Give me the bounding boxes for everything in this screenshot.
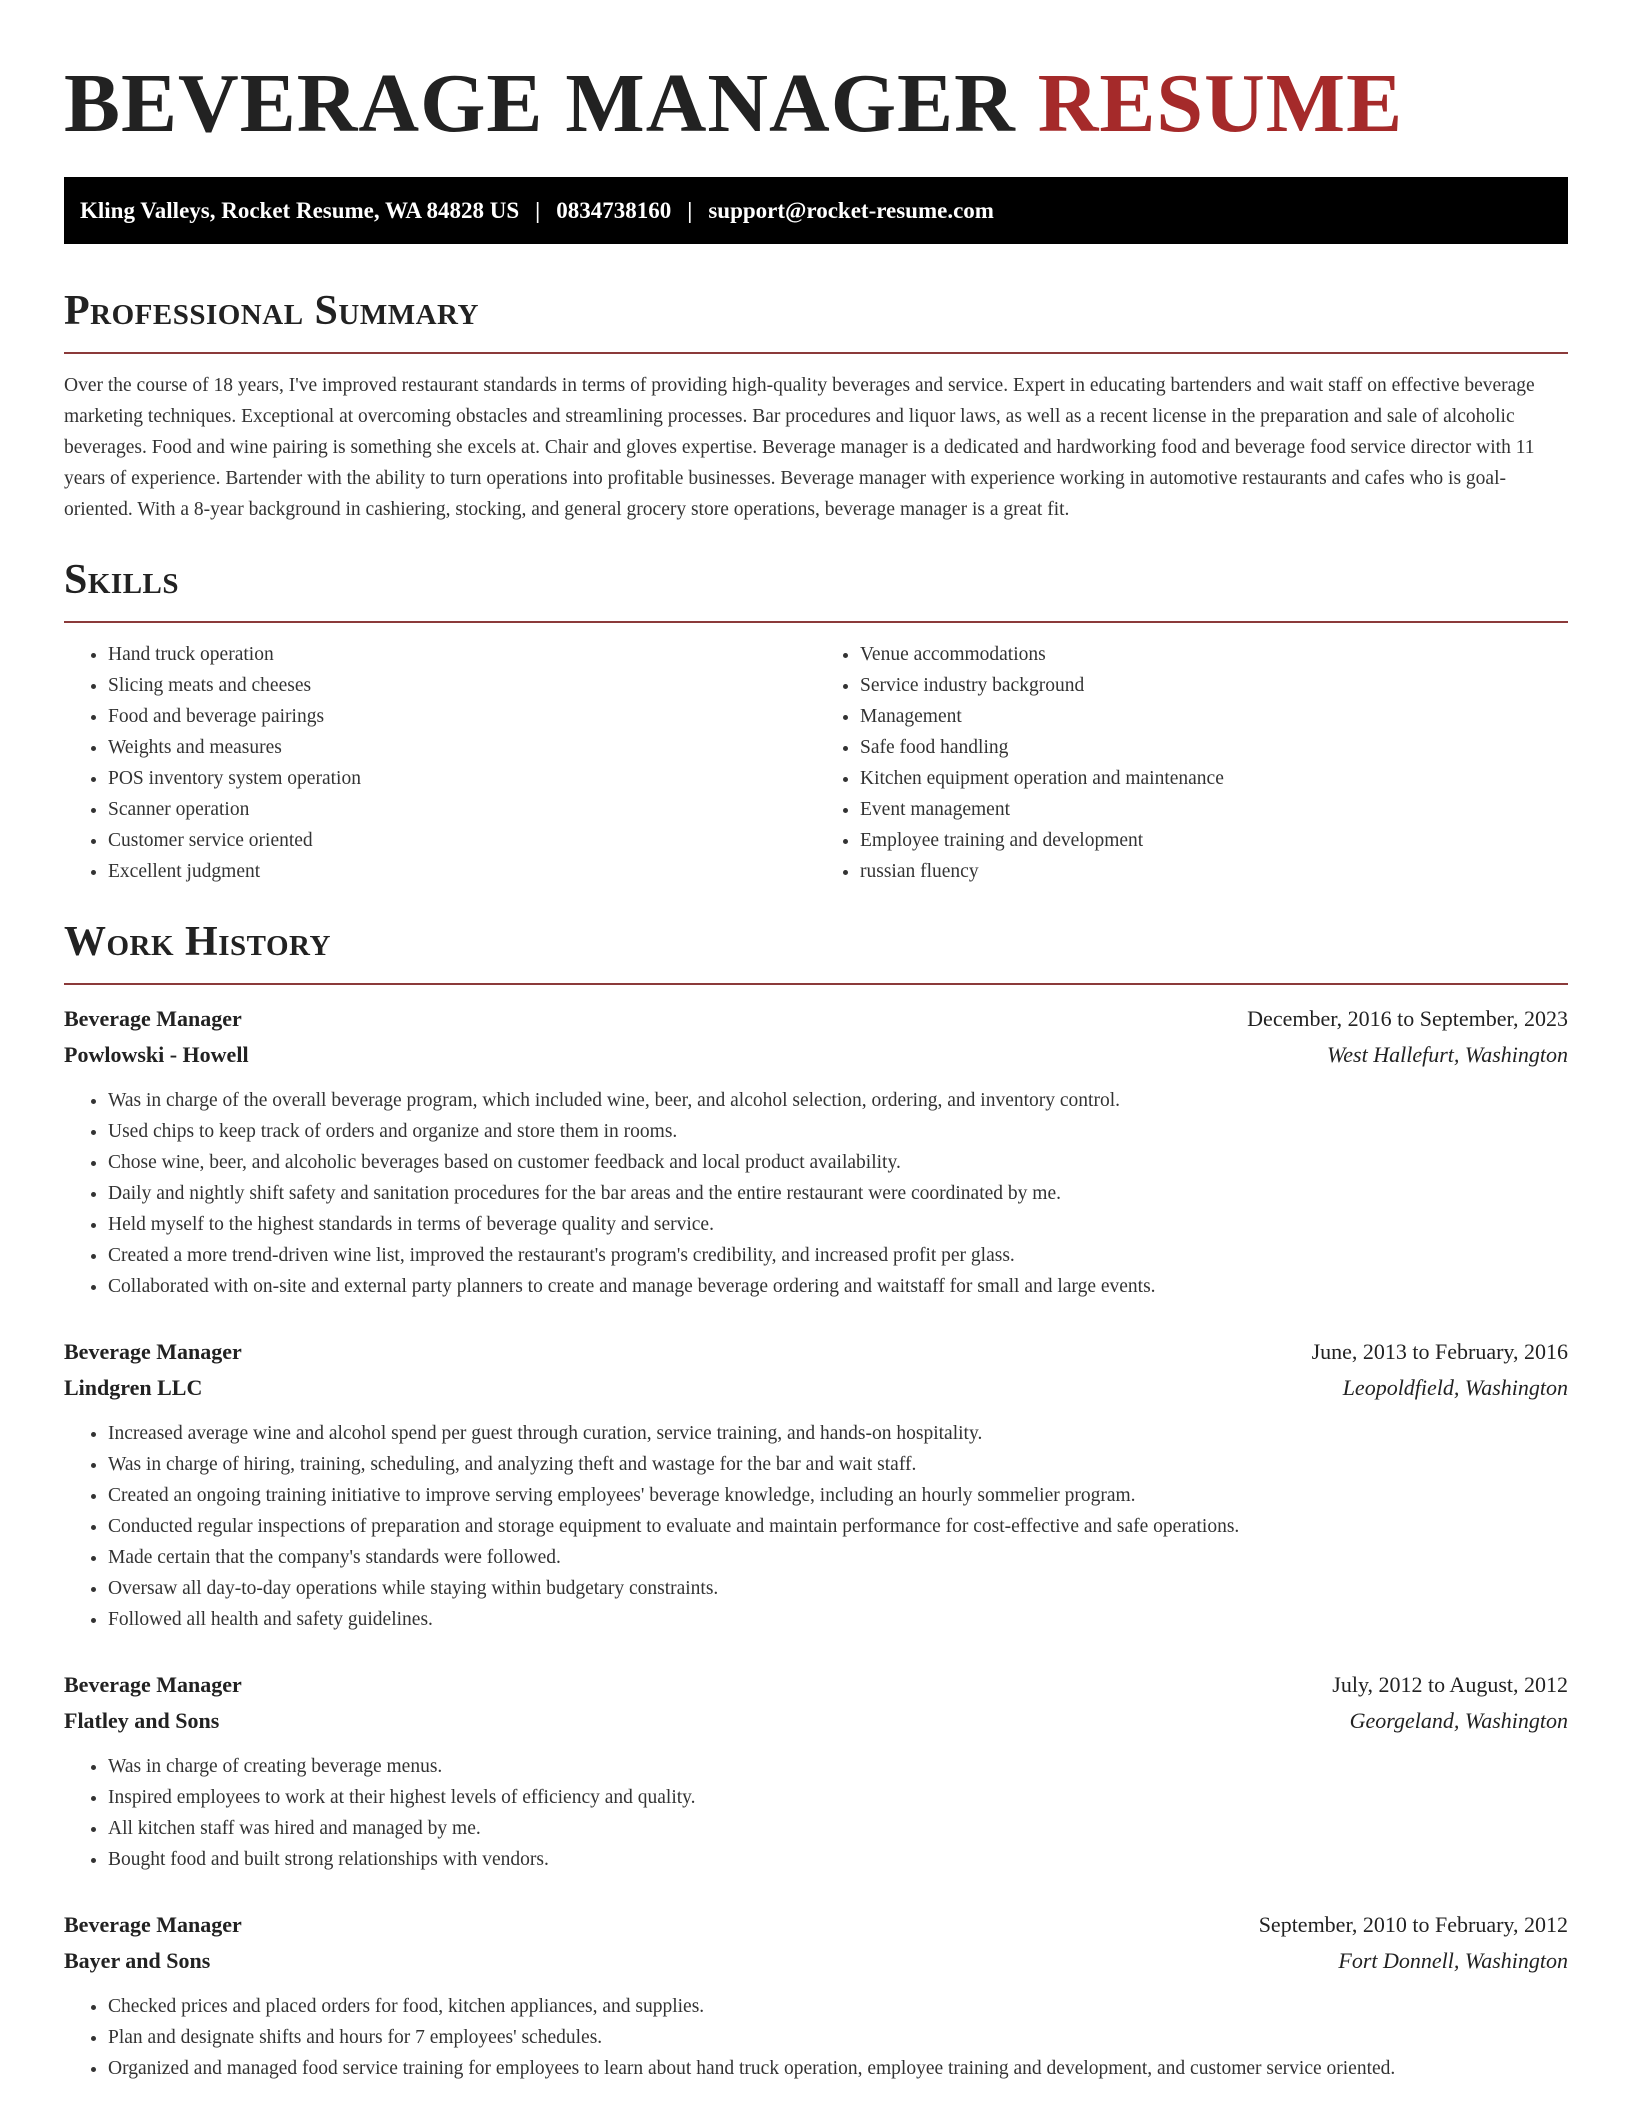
work-history-section <box>64 917 1568 2084</box>
job-header-row <box>64 1001 1568 1037</box>
job-entry <box>64 1334 1568 1635</box>
job-duty: • Daily and nightly shift safety and sanitation procedures for the bar areas and the entire restaurant were coordinated by me. <box>108 1178 1568 1209</box>
job-title: Beverage Manager <box>64 1339 242 1364</box>
contact-separator: | <box>535 197 541 223</box>
job-duty: • Collaborated with on-site and external party planners to create and manage beverage ordering and waitstaff for small and large events. <box>108 1271 1568 1302</box>
skill-item: • Kitchen equipment operation and maintenance <box>860 763 1568 794</box>
job-company-row <box>64 1370 1568 1406</box>
job-duty: • Plan and designate shifts and hours for 7 employees' schedules. <box>108 2022 1568 2053</box>
job-duty: • Made certain that the company's standards were followed. <box>108 1542 1568 1573</box>
job-header-row <box>64 1334 1568 1370</box>
skills-section <box>64 555 1568 887</box>
job-company-row <box>64 1703 1568 1739</box>
job-company: Lindgren LLC <box>64 1375 203 1400</box>
contact-bar <box>64 177 1568 244</box>
skill-item: • Excellent judgment <box>108 856 816 887</box>
job-dates: September, 2010 to February, 2012 <box>1258 1912 1568 1937</box>
job-dates: December, 2016 to September, 2023 <box>1247 1006 1568 1031</box>
job-duty: • Followed all health and safety guidelines. <box>108 1604 1568 1635</box>
job-location: Fort Donnell, Washington <box>1338 1948 1568 1973</box>
job-title: Beverage Manager <box>64 1672 242 1697</box>
summary-text: Over the course of 18 years, I've improved restaurant standards in terms of providing high-quality beverages and service. Expert in educating bartenders and wait staff on effective beverage marketing techniques. Exceptional at overcoming obstacles and streamlining processes. Bar procedures and liquor laws, as well as a recent license in the preparation and sale of alcoholic beverages. Food and wine pairing is something she excels at. Chair and gloves expertise. Beverage manager is a dedicated and hardworking food and beverage food service director with 11 years of experience. Bartender with the ability to turn operations into profitable businesses. Beverage manager with experience working in automotive restaurants and cafes who is goal-oriented. With a 8-year background in cashiering, stocking, and general grocery store operations, beverage manager is a great fit. <box>64 375 1535 520</box>
job-duty: • Was in charge of creating beverage menus. <box>108 1751 1568 1782</box>
skill-item: • Hand truck operation <box>108 639 816 670</box>
skills-right-list <box>816 639 1568 887</box>
job-entry <box>64 1001 1568 1302</box>
job-company: Bayer and Sons <box>64 1948 211 1973</box>
job-title: Beverage Manager <box>64 1912 242 1937</box>
job-duty: • Used chips to keep track of orders and organize and store them in rooms. <box>108 1116 1568 1147</box>
skill-item: • Safe food handling <box>860 732 1568 763</box>
title-main: BEVERAGE MANAGER <box>64 57 1016 150</box>
skill-item: • Event management <box>860 794 1568 825</box>
job-duties-list <box>64 1991 1568 2084</box>
skill-item: • Weights and measures <box>108 732 816 763</box>
skill-item: • POS inventory system operation <box>108 763 816 794</box>
contact-phone: 0834738160 <box>556 197 672 223</box>
skill-item: • russian fluency <box>860 856 1568 887</box>
job-location: Georgeland, Washington <box>1349 1708 1568 1733</box>
skill-item: • Food and beverage pairings <box>108 701 816 732</box>
title-accent: RESUME <box>1037 57 1404 150</box>
job-header-row <box>64 1907 1568 1943</box>
skill-item: • Service industry background <box>860 670 1568 701</box>
resume-title <box>64 56 1568 152</box>
contact-separator: | <box>687 197 693 223</box>
job-entry <box>64 1907 1568 2084</box>
job-company: Powlowski - Howell <box>64 1042 249 1067</box>
job-duty: • Organized and managed food service training for employees to learn about hand truck operation, employee training and development, and customer service oriented. <box>108 2053 1568 2084</box>
job-location: West Hallefurt, Washington <box>1326 1042 1568 1067</box>
job-duty: • Bought food and built strong relationships with vendors. <box>108 1844 1568 1875</box>
job-duty: • Was in charge of the overall beverage program, which included wine, beer, and alcohol selection, ordering, and inventory control. <box>108 1085 1568 1116</box>
job-entry <box>64 1667 1568 1875</box>
job-company-row <box>64 1037 1568 1073</box>
job-location: Leopoldfield, Washington <box>1342 1375 1568 1400</box>
job-duty: • Created an ongoing training initiative to improve serving employees' beverage knowledge, including an hourly sommelier program. <box>108 1480 1568 1511</box>
job-duty: • Oversaw all day-to-day operations while staying within budgetary constraints. <box>108 1573 1568 1604</box>
job-header-row <box>64 1667 1568 1703</box>
job-company-row <box>64 1943 1568 1979</box>
skill-item: • Scanner operation <box>108 794 816 825</box>
job-dates: July, 2012 to August, 2012 <box>1332 1672 1568 1697</box>
skills-left-list <box>64 639 816 887</box>
job-duty: • Increased average wine and alcohol spend per guest through curation, service training, and hands-on hospitality. <box>108 1418 1568 1449</box>
contact-email: support@rocket-resume.com <box>708 197 994 223</box>
job-duties-list <box>64 1085 1568 1302</box>
job-company: Flatley and Sons <box>64 1708 220 1733</box>
skill-item: • Employee training and development <box>860 825 1568 856</box>
skill-item: • Venue accommodations <box>860 639 1568 670</box>
contact-address: Kling Valleys, Rocket Resume, WA 84828 US <box>80 197 520 223</box>
job-duty: • Chose wine, beer, and alcoholic beverages based on customer feedback and local product availability. <box>108 1147 1568 1178</box>
summary-section <box>64 286 1568 525</box>
skill-item: • Management <box>860 701 1568 732</box>
skill-item: • Slicing meats and cheeses <box>108 670 816 701</box>
job-duty: • Held myself to the highest standards in terms of beverage quality and service. <box>108 1209 1568 1240</box>
job-dates: June, 2013 to February, 2016 <box>1311 1339 1568 1364</box>
job-duty: • Conducted regular inspections of preparation and storage equipment to evaluate and maintain performance for cost-effective and safe operations. <box>108 1511 1568 1542</box>
job-title: Beverage Manager <box>64 1006 242 1031</box>
work-history-heading: Work History <box>64 917 1568 985</box>
job-duty: • Checked prices and placed orders for food, kitchen appliances, and supplies. <box>108 1991 1568 2022</box>
skill-item: • Customer service oriented <box>108 825 816 856</box>
summary-heading: Professional Summary <box>64 286 1568 354</box>
job-duties-list <box>64 1418 1568 1635</box>
skills-heading: Skills <box>64 555 1568 623</box>
job-duty: • All kitchen staff was hired and managed by me. <box>108 1813 1568 1844</box>
skills-columns <box>64 639 1568 887</box>
job-duty: • Inspired employees to work at their highest levels of efficiency and quality. <box>108 1782 1568 1813</box>
job-duty: • Was in charge of hiring, training, scheduling, and analyzing theft and wastage for the bar and wait staff. <box>108 1449 1568 1480</box>
job-duties-list <box>64 1751 1568 1875</box>
job-duty: • Created a more trend-driven wine list, improved the restaurant's program's credibility, and increased profit per glass. <box>108 1240 1568 1271</box>
